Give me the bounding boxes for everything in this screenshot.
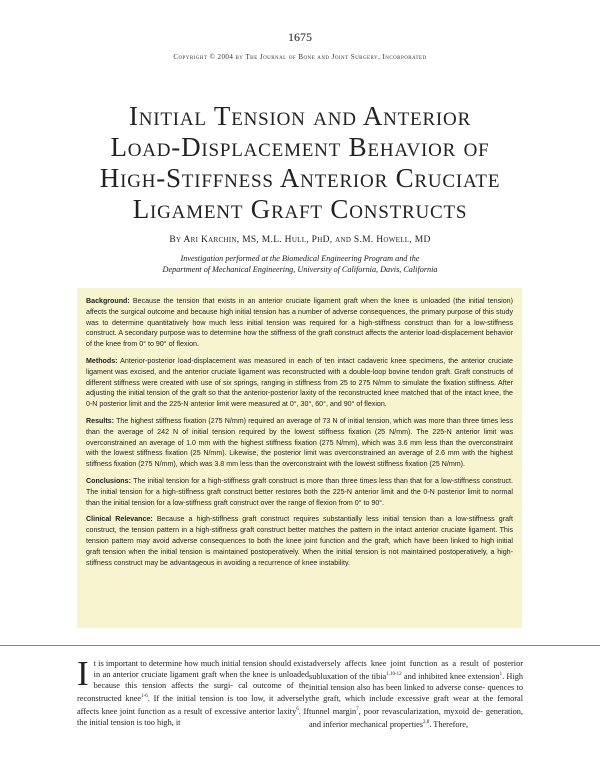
body-text: cal outcome of the reconstructed knee (77, 681, 309, 704)
citation-ref: 2,8 (423, 720, 430, 725)
body-text: . Therefore, (429, 719, 469, 729)
body-text: . If the initial tension is too high, it (77, 706, 309, 727)
body-paragraph (77, 654, 310, 728)
background-text: Because the tension that exists in an anterior cruciate ligament graft when the knee is unloaded (the initial tension) affects the surgical outcome and because high initial tension has a number of adverse consequences, the primary purpose of this study was to determine quantitatively how much less initial tension was required for a high-stiffness construct than for a low-stiffness construct. A secondary purpose was to determine how the stiffness of the graft construct affects the anterior load-displacement behavior of the knee from 0° to 90° of flexion. (86, 297, 513, 349)
body-text: High initial tension also has been linked to adverse conse- (309, 671, 524, 692)
title-line: Initial Tension and Anterior (128, 101, 472, 131)
body-text: quences to the graft, which include excessive graft wear at the (309, 682, 524, 704)
investigation-note (40, 253, 560, 275)
investigation-line: Department of Mechanical Engineering, University of California, Davis, California (162, 265, 438, 274)
body-text: the knee is unloaded because this tension affects the surgi- (93, 670, 310, 691)
body-text: should exist in an anterior cruciate ligament graft when (93, 659, 310, 680)
title-line: Ligament Graft Constructs (132, 194, 468, 224)
body-text: femoral tunnel margin (309, 694, 524, 716)
body-text: , poor revascularization, myxoid de- (358, 706, 483, 716)
body-text: subluxation of the tibia (309, 671, 387, 681)
body-text: excessive anterior laxity (214, 706, 297, 716)
body-text: t is important to determine how much initial tension (93, 659, 267, 668)
article-title (40, 101, 560, 225)
citation-ref: 6 (296, 707, 299, 713)
investigation-line: Investigation performed at the Biomedical Engineering Program and the (180, 254, 420, 263)
body-column-right (309, 658, 523, 730)
abstract-conclusions (86, 476, 513, 508)
drop-cap: I (77, 654, 89, 693)
body-text: generation, and inferior mechanical properties (309, 706, 524, 729)
body-text: is too low, it adversely affects knee joint function as a result of (77, 694, 309, 716)
body-text: adversely affects knee joint function as a result of posterior (309, 659, 523, 668)
citation-ref: 1-6 (141, 694, 148, 700)
section-divider (0, 645, 600, 646)
body-text: . (502, 671, 505, 681)
page-number: 1675 (288, 30, 312, 44)
abstract-box (77, 288, 522, 628)
body-paragraph (309, 658, 523, 730)
background-label: Background: (86, 297, 130, 305)
body-column-left (77, 654, 310, 728)
abstract-results (86, 416, 513, 470)
conclusions-text: The initial tension for a high-stiffness graft construct is more than three times less than that for a low-stiffness construct. The initial tension for a high-stiffness graft construct better restores both the 225-N anterior limit and the 0-N posterior limit to normal than the initial tension for a low-stiffness graft construct over the range of flexion from 0° to 90°. (86, 476, 513, 507)
body-text: and inhibited knee extension (401, 671, 500, 681)
abstract-background (86, 296, 513, 350)
citation-ref: 7 (356, 707, 359, 713)
title-line: Load-Displacement Behavior of (110, 132, 490, 162)
author-line: By Ari Karchin, MS, M.L. Hull, PhD, and S.M. Howell, MD (169, 235, 431, 245)
results-label: Results: (86, 416, 114, 425)
relevance-text: Because a high-stiffness graft construct requires substantially less initial tension than a low-stiffness graft construct, the tension pattern in a high-stiffness graft construct better matches the pattern in the intact anterior cruciate ligament. This tension pattern may avoid adverse consequences to both the knee joint function and the graft, which have been linked to high initial graft tension when the initial tension is maintained postoperatively. When the initial tension is not maintained postoperatively, a high-stiffness construct may be advantageous in avoiding a recurrence of knee instability. (86, 515, 513, 567)
abstract-methods (86, 356, 513, 410)
abstract-clinical-relevance (86, 514, 513, 568)
title-line: High-Stiffness Anterior Cruciate (99, 163, 501, 193)
relevance-label: Clinical Relevance: (86, 515, 153, 524)
results-text: The highest stiffness fixation (275 N/mm) required an average of 73 N of initial tension, which was more than three times less than the average of 242 N of initial tension required by the lowest stiffness fixation (25 N/mm). The 225-N anterior limit was overconstrained an average of 1.0 mm with the highest stiffness fixation (275 N/mm), which was 3.6 mm less than the overconstraint with the lowest stiffness fixation (25 N/mm). Likewise, the posterior limit was overconstrained an average of 2.6 mm with the highest stiffness fixation (275 N/mm), which was 3.8 mm less than the overconstraint with the lowest stiffness fixation (25 N/mm). (86, 416, 514, 469)
copyright-line: Copyright © 2004 by The Journal of Bone and Joint Surgery, Incorporated (173, 53, 427, 61)
citation-ref: 1,10-12 (386, 672, 402, 678)
conclusions-label: Conclusions: (86, 476, 131, 485)
citation-ref: 1 (499, 672, 503, 678)
body-text: . If the initial tension (147, 694, 224, 704)
methods-label: Methods: (86, 356, 118, 365)
methods-text: Anterior-posterior load-displacement was measured in each of ten intact cadaveric knee specimens, the anterior cruciate ligament was excised, and the anterior cruciate ligament was reconstructed with a double-loop bovine tendon graft. Graft constructs of different stiffness were created with use of six springs, ranging in stiffness from 25 to 275 N/mm to simulate the fixation stiffness. After adjusting the initial tension of the graft so that the anterior-posterior laxity of the reconstructed knee matched that of the intact knee, the 0-N posterior limit and the 225-N anterior limit were measured at 0°, 30°, 60°, and 90° of flexion. (86, 356, 513, 409)
